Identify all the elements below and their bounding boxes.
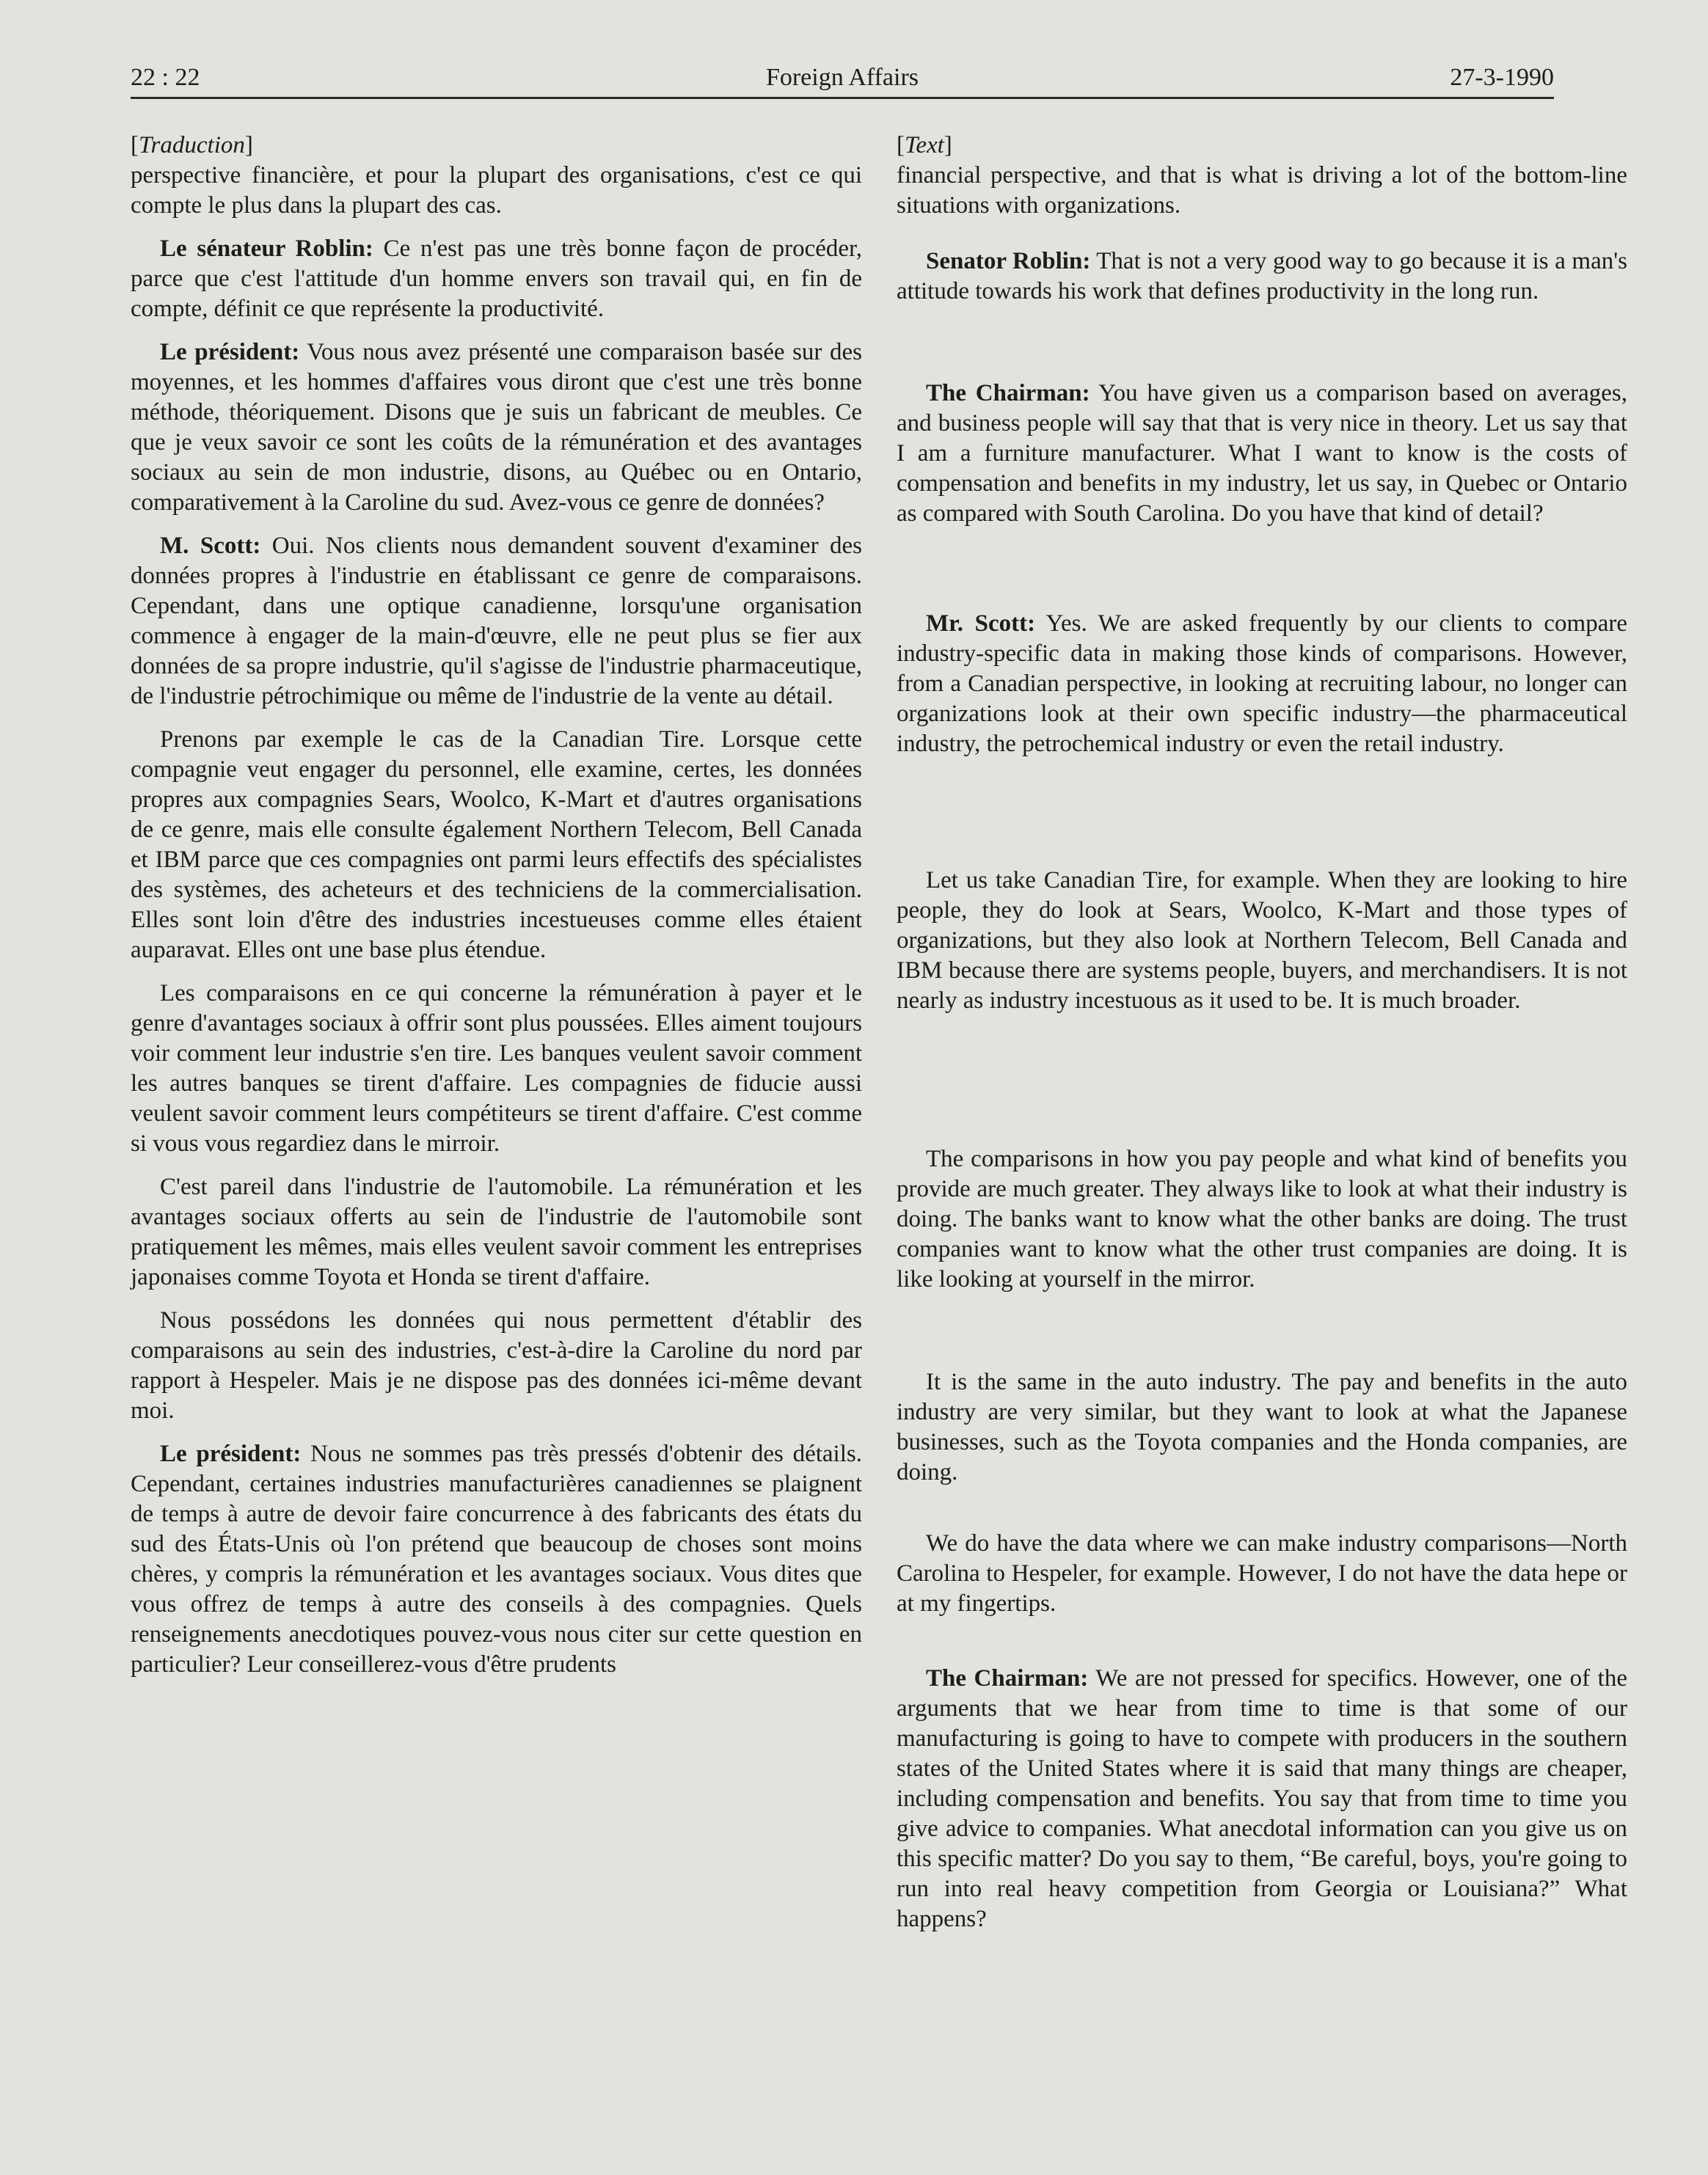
translation-tag-label: Traduction <box>139 132 245 158</box>
speech-text: Nous ne sommes pas très pressés d'obtenir des détails. Cependant, certaines industries manufacturières canadiennes se plaignent de temps à autre de devoir faire concurrence à des fabricants des états du sud des États-Unis où l'on prétend que beaucoup de choses sont moins chères, y compris la rémunération et les avantages sociaux. Vous dites que vous offrez de temps à autre des conseils à des compagnies. Quels renseignements anecdotiques pouvez-vous nous citer sur cette question en particulier? Leur conseillerez-vous d'être prudents <box>131 1441 862 1678</box>
english-paragraph-5: The comparisons in how you pay people and what kind of benefits you provide are much greater. They always like to look at what their industry is doing. The banks want to know what the other banks are doing. The trust companies want to know what the other trust companies are doing. It is like looking at yourself in the mirror. <box>897 1146 1627 1293</box>
french-paragraph-0: perspective financière, et pour la plupart des organisations, c'est ce qui compte le plus dans la plupart des cas. <box>131 162 862 219</box>
french-paragraph-2 <box>131 337 862 518</box>
speaker-name: Senator Roblin: <box>926 248 1091 274</box>
english-paragraph-3 <box>897 609 1627 759</box>
page-date: 27-3-1990 <box>1450 64 1554 91</box>
speaker-name: The Chairman: <box>926 1665 1089 1692</box>
french-paragraph-3 <box>131 531 862 712</box>
speech-text: You have given us a comparison based on averages, and business people will say that that is very nice in theory. Let us say that I am a furniture manufacturer. What I want to know is the costs of compensation and benefits in my industry, let us say, in Quebec or Ontario as compared with South Carolina. Do you have that kind of detail? <box>897 380 1628 527</box>
speech-text: We are not pressed for specifics. However, one of the arguments that we hear from time to time is that some of our manufacturing is going to have to compete with producers in the southern states of the United States where it is said that many things are cheaper, including compensation and benefits. You say that from time to time you give advice to companies. What anecdotal information can you give us on this specific matter? Do you say to them, “Be careful, boys, you're going to run into real heavy competition from Georgia or Louisiana?” What happens? <box>897 1665 1627 1932</box>
text-tag: [Text] <box>897 132 952 158</box>
french-paragraph-6: C'est pareil dans l'industrie de l'automobile. La rémunération et les avantages sociaux offerts au sein de l'industrie de l'automobile sont pratiquement les mêmes, mais elles veulent savoir comment les entreprises japonaises comme Toyota et Honda se tirent d'affaire. <box>131 1174 862 1290</box>
english-paragraph-6: It is the same in the auto industry. The pay and benefits in the auto industry are very similar, but they want to look at what the Japanese businesses, such as the Toyota companies and the Honda companies, are doing. <box>897 1369 1627 1485</box>
speaker-name: The Chairman: <box>926 380 1090 406</box>
french-paragraph-5: Les comparaisons en ce qui concerne la rémunération à payer et le genre d'avantages sociaux à offrir sont plus poussées. Elles aiment toujours voir comment leur industrie s'en tire. Les banques veulent savoir comment les autres banques se tirent d'affaire. Les compagnies de fiducie aussi veulent savoir comment leurs compétiteurs se tirent d'affaire. C'est comme si vous vous regardiez dans le mirroir. <box>131 980 862 1157</box>
speech-text: Ce n'est pas une très bonne façon de procéder, parce que c'est l'attitude d'un homme envers son travail qui, en fin de compte, définit ce que représente la productivité. <box>131 235 862 322</box>
speaker-name: Le président: <box>160 1441 302 1467</box>
english-paragraph-4: Let us take Canadian Tire, for example. When they are looking to hire people, they do look at Sears, Woolco, K-Mart and those types of organizations, but they also look at Northern Telecom, Bell Canada and IBM because there are systems people, buyers, and merchandisers. It is not nearly as industry incestuous as it used to be. It is much broader. <box>897 867 1627 1014</box>
french-paragraph-7: Nous possédons les données qui nous permettent d'établir des comparaisons au sein des industries, c'est-à-dire la Caroline du nord par rapport à Hespeler. Mais je ne dispose pas des données ici-même devant moi. <box>131 1307 862 1424</box>
publication-title: Foreign Affairs <box>765 64 919 91</box>
speaker-name: Mr. Scott: <box>926 610 1036 637</box>
english-paragraph-1 <box>897 246 1627 307</box>
english-paragraph-7: We do have the data where we can make industry comparisons—North Carolina to Hespeler, for example. However, I do not have the data hepe or at my fingertips. <box>897 1530 1627 1617</box>
translation-tag: [Traduction] <box>131 132 253 158</box>
speech-text: That is not a very good way to go because it is a man's attitude towards his work that defines productivity in the long run. <box>897 248 1627 304</box>
french-paragraph-4: Prenons par exemple le cas de la Canadian Tire. Lorsque cette compagnie veut engager du personnel, elle examine, certes, les données propres aux compagnies Sears, Woolco, K-Mart et d'autres organisations de ce genre, mais elle consulte également Northern Telecom, Bell Canada et IBM parce que ces compagnies ont parmi leurs effectifs des spécialistes des systèmes, des acheteurs et des techniciens de la commercialisation. Elles sont loin d'être des industries incestueuses comme elles étaient auparavat. Elles ont une base plus étendue. <box>131 726 862 963</box>
speaker-name: Le sénateur Roblin: <box>160 235 373 262</box>
speaker-name: M. Scott: <box>160 533 261 559</box>
speech-text: Oui. Nos clients nous demandent souvent d'examiner des données propres à l'industrie en établissant ce genre de comparaisons. Cependant, dans une optique canadienne, lorsqu'une organisation commence à engager de la main-d'œuvre, elle ne peut plus se fier aux données de sa propre industrie, qu'il s'agisse de l'industrie pharmaceutique, de l'industrie pétrochimique ou même de l'industrie de la vente au détail. <box>131 533 862 709</box>
text-tag-label: Text <box>905 132 944 158</box>
english-paragraph-0: financial perspective, and that is what is driving a lot of the bottom-line situations with organizations. <box>897 162 1627 219</box>
page-reference: 22 : 22 <box>131 64 200 91</box>
header-rule <box>131 97 1554 99</box>
french-paragraph-8 <box>131 1439 862 1680</box>
speech-text: Vous nous avez présenté une comparaison basée sur des moyennes, et les hommes d'affaires vous diront que c'est une très bonne méthode, théoriquement. Disons que je suis un fabricant de meubles. Ce que je veux savoir ce sont les coûts de la rémunération et des avantages sociaux au sein de mon industrie, disons, au Québec ou en Ontario, comparativement à la Caroline du sud. Avez-vous ce genre de données? <box>131 339 862 516</box>
english-paragraph-8 <box>897 1664 1627 1934</box>
french-paragraph-1 <box>131 234 862 324</box>
speaker-name: Le président: <box>160 339 300 365</box>
speech-text: Yes. We are asked frequently by our clients to compare industry-specific data in making those kinds of comparisons. However, from a Canadian perspective, in looking at recruiting labour, no longer can organizations look at their own specific industry—the pharmaceutical industry, the petrochemical industry or even the retail industry. <box>897 610 1627 757</box>
english-paragraph-2 <box>897 379 1627 529</box>
french-column <box>131 131 862 1680</box>
page-header <box>131 59 1554 97</box>
